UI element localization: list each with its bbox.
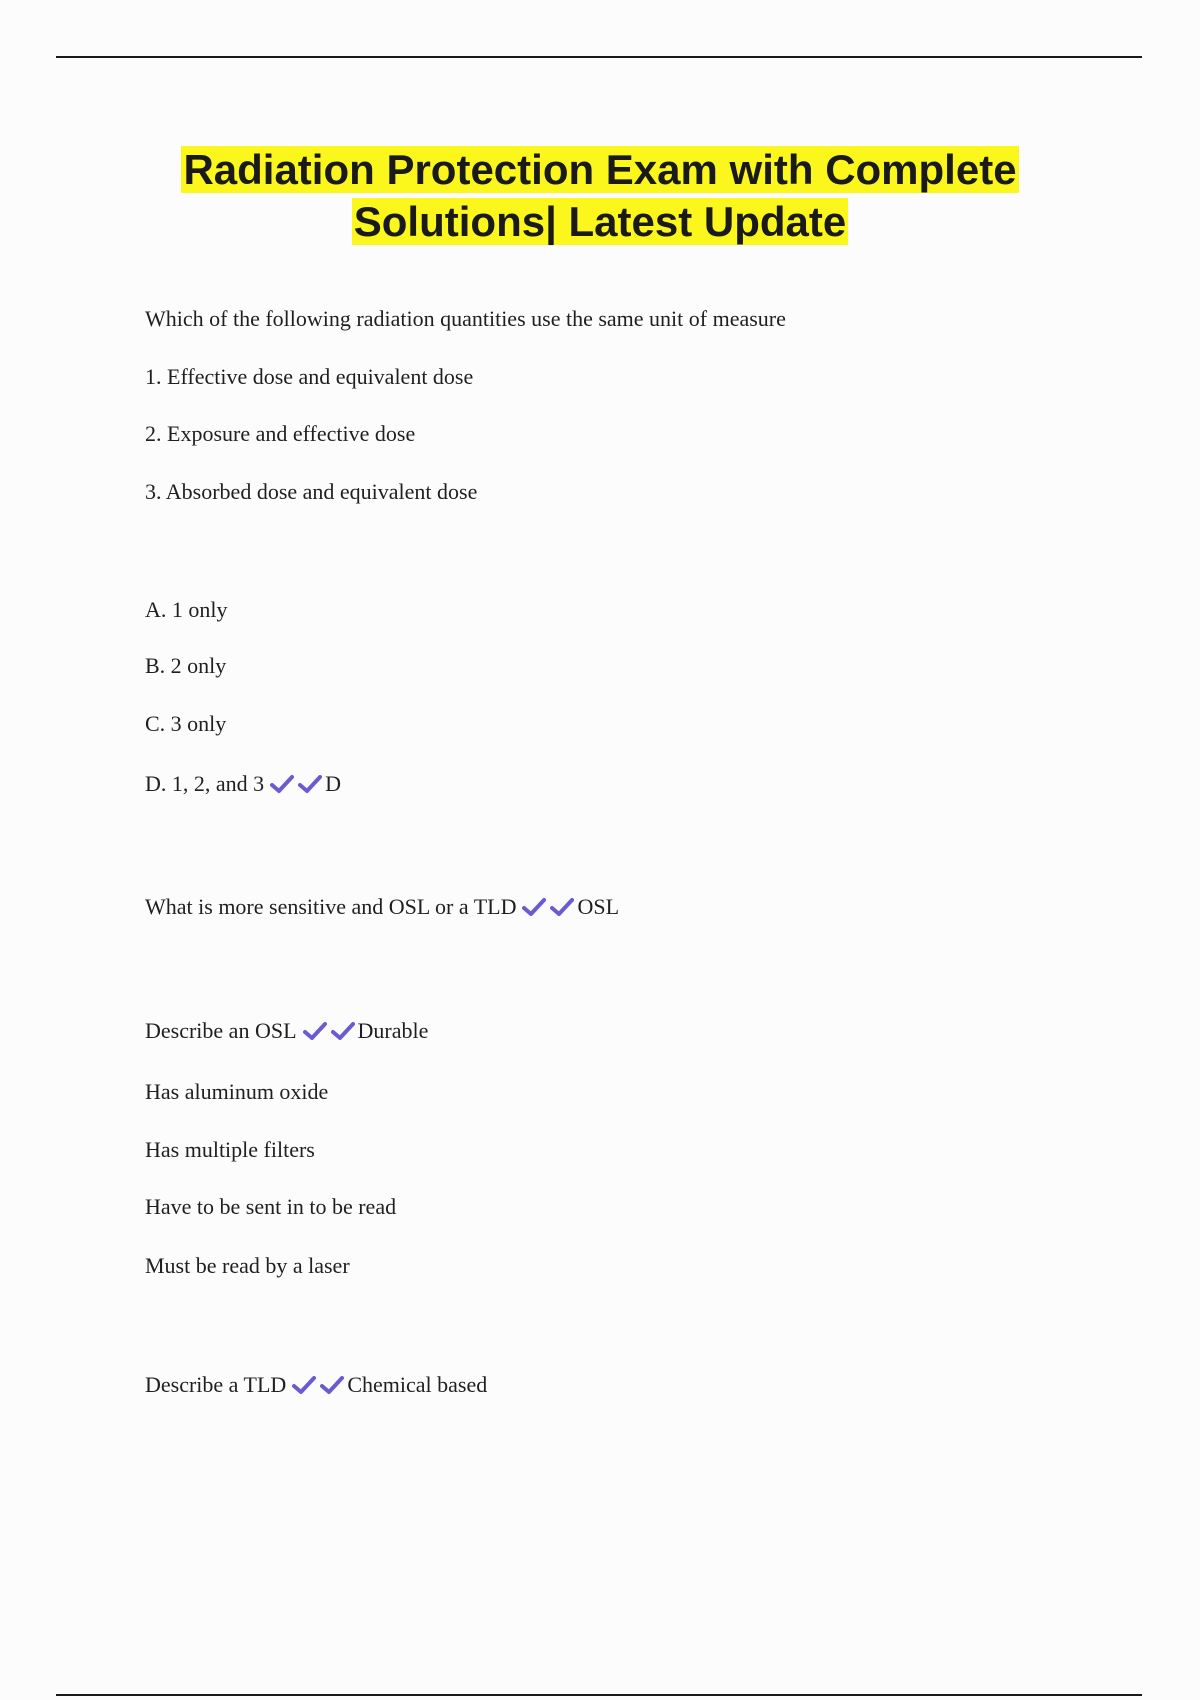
checkmark-icon <box>320 1375 344 1395</box>
statement-item: 3. Absorbed dose and equivalent dose <box>145 479 478 504</box>
bottom-rule <box>56 1694 1142 1696</box>
title-line-1: Radiation Protection Exam with Complete <box>183 146 1017 193</box>
checkmark-icon <box>550 897 574 917</box>
question-text: Which of the following radiation quantities use the same unit of measure <box>145 306 786 331</box>
top-rule <box>56 56 1142 58</box>
checkmark-icon <box>292 1375 316 1395</box>
checkmark-icon <box>522 897 546 917</box>
question-answer-line <box>145 893 619 921</box>
checkmark-icon <box>270 774 294 794</box>
statement-item: 2. Exposure and effective dose <box>145 421 416 446</box>
option-answer-line <box>145 770 341 798</box>
question-text: Describe a TLD <box>145 1372 287 1397</box>
statement-item: 1. Effective dose and equivalent dose <box>145 364 474 389</box>
answer-text: Chemical based <box>347 1372 488 1397</box>
detail-item: Must be read by a laser <box>145 1253 350 1278</box>
question-answer-line <box>145 1371 487 1399</box>
question-text: What is more sensitive and OSL or a TLD <box>145 894 517 919</box>
question-answer-line <box>145 1017 428 1045</box>
detail-item: Has multiple filters <box>145 1137 315 1162</box>
checkmark-icon <box>298 774 322 794</box>
option-item: D. 1, 2, and 3 <box>145 771 265 796</box>
option-item: B. 2 only <box>145 653 227 678</box>
answer-text: Durable <box>357 1018 429 1043</box>
title-line-2: Solutions| Latest Update <box>353 198 847 245</box>
checkmark-icon <box>303 1021 327 1041</box>
option-item: A. 1 only <box>145 597 228 622</box>
detail-item: Has aluminum oxide <box>145 1079 329 1104</box>
checkmark-icon <box>331 1021 355 1041</box>
answer-text: D <box>325 771 342 796</box>
page-title <box>0 144 1200 248</box>
answer-text: OSL <box>577 894 620 919</box>
option-item: C. 3 only <box>145 711 227 736</box>
question-text: Describe an OSL <box>145 1018 297 1043</box>
detail-item: Have to be sent in to be read <box>145 1194 397 1219</box>
